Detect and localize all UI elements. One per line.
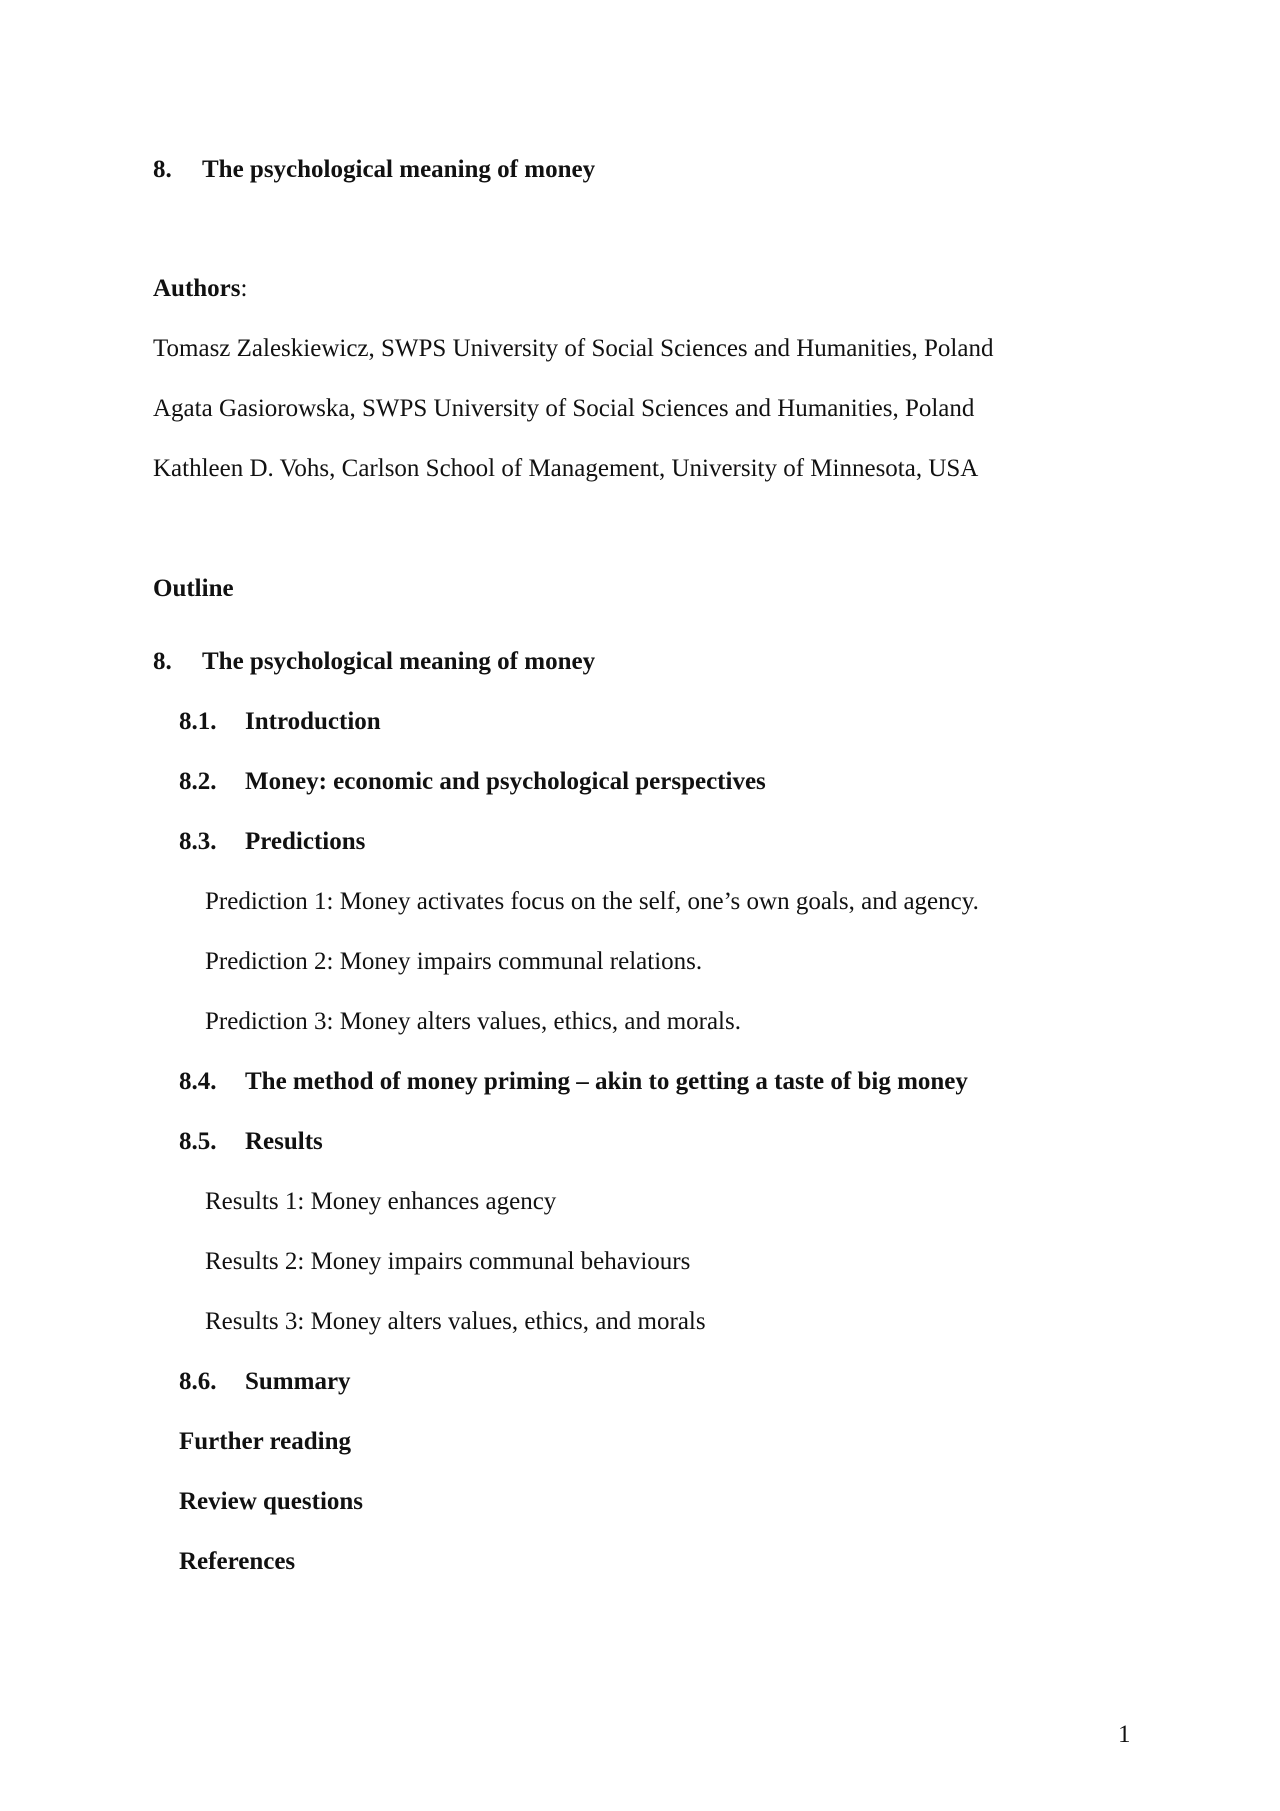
outline-section-8-5 [179, 1127, 323, 1157]
section-number: 8.6. [179, 1368, 217, 1395]
author-1: Tomasz Zaleskiewicz, SWPS University of Social Sciences and Humanities, Poland [153, 335, 994, 362]
outline-section-8-1 [179, 707, 381, 737]
outline-review-questions: Review questions [179, 1488, 364, 1515]
result-3: Results 3: Money alters values, ethics, and morals [205, 1308, 706, 1335]
section-number: 8.1. [179, 708, 217, 735]
outline-section-8-6 [179, 1367, 351, 1397]
outline-chapter-number: 8. [153, 648, 172, 675]
section-title: Introduction [245, 708, 381, 735]
section-number: 8.3. [179, 828, 217, 855]
section-title: Results [245, 1128, 323, 1155]
prediction-2: Prediction 2: Money impairs communal relations. [205, 948, 703, 975]
outline-chapter-title: The psychological meaning of money [202, 648, 596, 675]
author-2: Agata Gasiorowska, SWPS University of Social Sciences and Humanities, Poland [153, 395, 975, 422]
outline-section-8-4 [179, 1067, 968, 1097]
outline-references: References [179, 1548, 296, 1575]
outline-section-8-3 [179, 827, 365, 857]
section-number: 8.4. [179, 1068, 217, 1095]
page-number: 1 [1118, 1721, 1131, 1748]
result-1: Results 1: Money enhances agency [205, 1188, 557, 1215]
section-number: 8.2. [179, 768, 217, 795]
section-title: Money: economic and psychological perspectives [245, 768, 766, 795]
authors-heading [153, 274, 247, 304]
authors-colon: : [240, 275, 248, 302]
section-title: The method of money priming – akin to getting a taste of big money [245, 1068, 968, 1095]
outline-chapter [153, 647, 595, 677]
section-title: Summary [245, 1368, 351, 1395]
chapter-title-text: The psychological meaning of money [202, 156, 596, 183]
outline-further-reading: Further reading [179, 1428, 351, 1455]
outline-heading: Outline [153, 575, 234, 602]
author-3: Kathleen D. Vohs, Carlson School of Management, University of Minnesota, USA [153, 455, 979, 482]
chapter-number: 8. [153, 156, 172, 183]
prediction-3: Prediction 3: Money alters values, ethics, and morals. [205, 1008, 741, 1035]
section-number: 8.5. [179, 1128, 217, 1155]
section-title: Predictions [245, 828, 366, 855]
prediction-1: Prediction 1: Money activates focus on the self, one’s own goals, and agency. [205, 888, 979, 915]
authors-label: Authors [153, 275, 241, 302]
chapter-title [153, 155, 595, 185]
result-2: Results 2: Money impairs communal behaviours [205, 1248, 691, 1275]
outline-section-8-2 [179, 767, 766, 797]
